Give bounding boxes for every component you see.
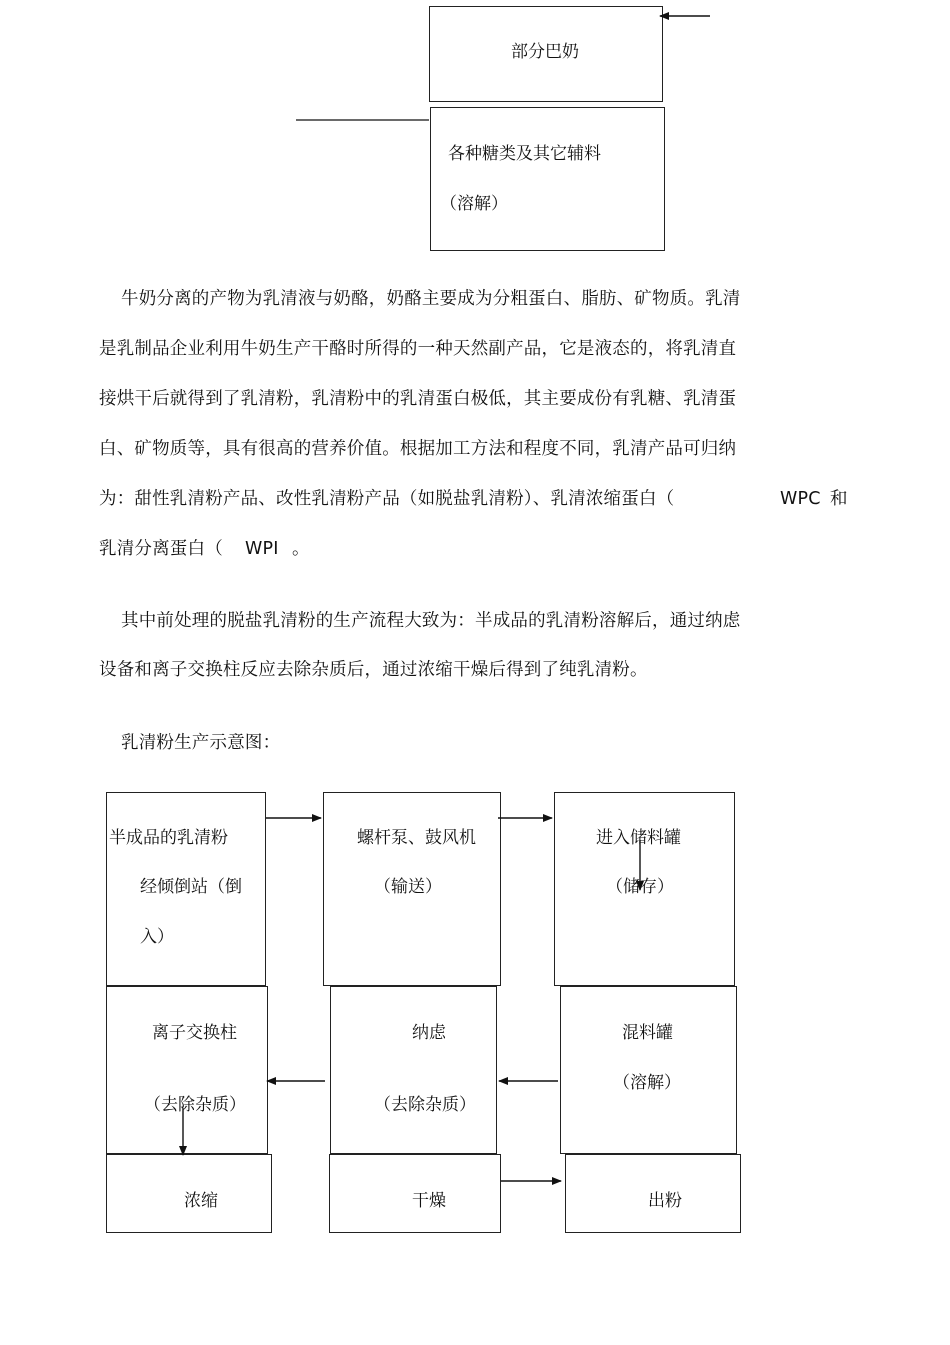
flow-label: （输送） — [374, 877, 442, 897]
wpi-tail: 。 — [292, 539, 310, 559]
flow-label: 出粉 — [648, 1191, 682, 1211]
flow-label: 经倾倒站（倒 — [140, 877, 242, 897]
flow-label: （去除杂质） — [374, 1095, 476, 1115]
diagram-caption: 乳清粉生产示意图： — [121, 733, 281, 753]
partial-milk-label: 部分巴奶 — [511, 42, 579, 62]
flow-label: （储存） — [606, 877, 674, 897]
paragraph-line: 白、矿物质等，具有很高的营养价值。根据加工方法和程度不同，乳清产品可归纳 — [99, 439, 737, 459]
flow-label: （溶解） — [613, 1073, 681, 1093]
flow-label: 干燥 — [412, 1191, 446, 1211]
wpi-abbr: WPI — [245, 539, 279, 559]
flow-label: 进入储料罐 — [596, 828, 681, 848]
sugars-label: 各种糖类及其它辅料 — [448, 144, 601, 164]
flow-label: （去除杂质） — [144, 1095, 246, 1115]
flow-label: 半成品的乳清粉 — [109, 828, 228, 848]
paragraph-line: 乳清分离蛋白（ — [99, 539, 223, 559]
wpc-tail: 和 — [830, 489, 848, 509]
paragraph-line: 其中前处理的脱盐乳清粉的生产流程大致为：半成品的乳清粉溶解后，通过纳虑 — [121, 611, 741, 631]
flow-label: 螺杆泵、鼓风机 — [357, 828, 476, 848]
paragraph-line: 接烘干后就得到了乳清粉，乳清粉中的乳清蛋白极低，其主要成份有乳糖、乳清蛋 — [99, 389, 737, 409]
flow-label: 纳虑 — [412, 1023, 446, 1043]
paragraph-line: 设备和离子交换柱反应去除杂质后，通过浓缩干燥后得到了纯乳清粉。 — [99, 660, 648, 680]
paragraph-line: 是乳制品企业利用牛奶生产干酪时所得的一种天然副产品，它是液态的，将乳清直 — [99, 339, 737, 359]
paragraph-line: 为：甜性乳清粉产品、改性乳清粉产品（如脱盐乳清粉）、乳清浓缩蛋白（ — [99, 489, 675, 509]
flow-label: 离子交换柱 — [152, 1023, 237, 1043]
paragraph-line: 牛奶分离的产物为乳清液与奶酪，奶酪主要成为分粗蛋白、脂肪、矿物质。乳清 — [121, 289, 741, 309]
flow-label: 入） — [140, 927, 174, 947]
flow-label: 混料罐 — [622, 1023, 673, 1043]
flow-label: 浓缩 — [184, 1191, 218, 1211]
sugars-dissolve-label: （溶解） — [440, 194, 508, 214]
wpc-abbr: WPC — [780, 489, 821, 509]
